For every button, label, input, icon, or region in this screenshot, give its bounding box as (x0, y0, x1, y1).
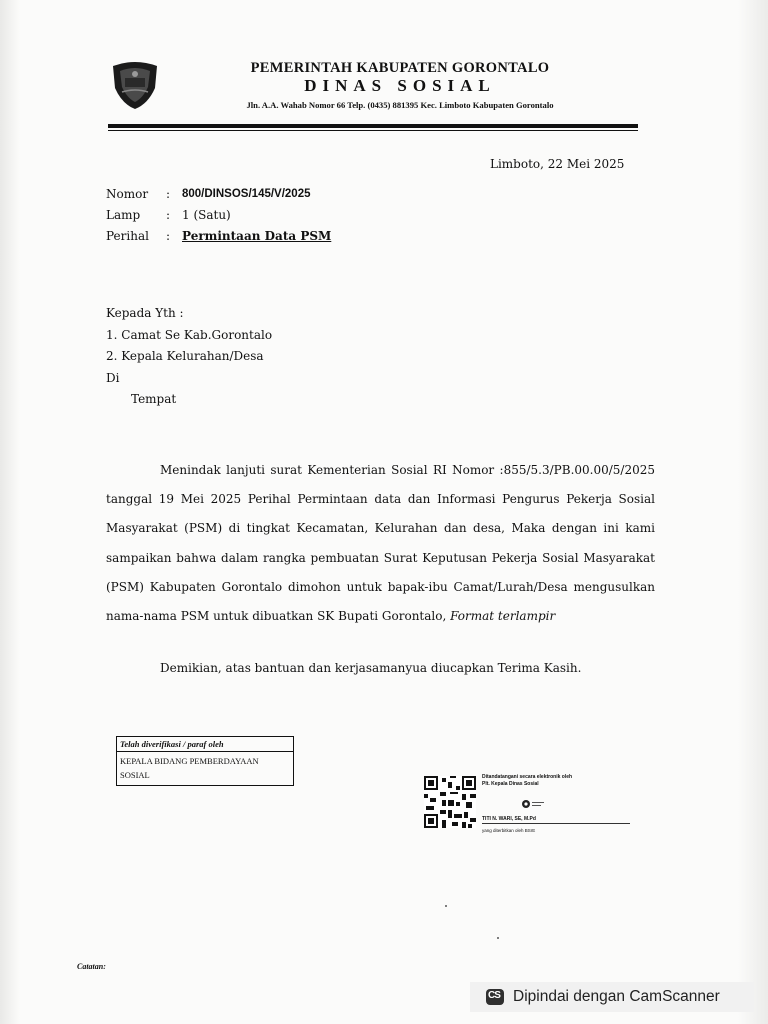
addressee-block (106, 303, 272, 411)
perihal-label: Perihal (106, 228, 149, 243)
addressee-item: 2. Kepala Kelurahan/Desa (106, 349, 264, 363)
esign-caption (482, 774, 572, 788)
scan-speck (497, 937, 499, 939)
colon: : (166, 228, 171, 243)
agency-name: DINAS SOSIAL (304, 76, 496, 95)
letterhead-rule-thin (108, 130, 638, 131)
closing-sentence: Demikian, atas bantuan dan kerjasamanyua diucapkan Terima Kasih. (160, 661, 582, 675)
camscanner-logo-icon (486, 989, 504, 1005)
camscanner-logo-text: CS (488, 990, 500, 1001)
verification-body (117, 752, 293, 785)
paper-shadow-left (0, 0, 20, 1024)
addressee-greeting: Kepada Yth : (106, 306, 184, 320)
colon: : (166, 186, 171, 201)
signature-line (482, 823, 630, 824)
esign-caption-line: Ditandatangani secara elektronik oleh (482, 774, 573, 780)
meta-row-nomor (106, 183, 331, 204)
camscanner-watermark (470, 982, 754, 1012)
esign-issuer: yang diterbitkan oleh BSrE (482, 828, 536, 833)
letterhead (170, 60, 630, 110)
addressee-di: Di (106, 370, 120, 385)
letter-meta (106, 183, 331, 246)
verification-header: Telah diverifikasi / paraf oleh (117, 737, 293, 752)
meta-row-lamp (106, 204, 331, 225)
meta-row-perihal (106, 225, 331, 246)
bsre-logo-icon (521, 799, 545, 809)
addressee-item: 1. Camat Se Kab.Gorontalo (106, 327, 273, 342)
letter-body (106, 456, 655, 631)
body-paragraph (106, 456, 655, 631)
body-paragraph-italic: Format terlampir (450, 609, 556, 624)
paper-shadow-right (738, 0, 768, 1024)
place-date: Limboto, 22 Mei 2025 (490, 157, 625, 171)
camscanner-text: Dipindai dengan CamScanner (513, 988, 720, 1005)
addressee-tempat: Tempat (131, 392, 177, 406)
regency-emblem-icon (108, 58, 162, 110)
agency-address: Jln. A.A. Wahab Nomor 66 Telp. (0435) 881395 Kec. Limboto Kabupaten Gorontalo (246, 100, 554, 110)
perihal-value: Permintaan Data PSM (182, 228, 332, 243)
nomor-label: Nomor (106, 186, 149, 201)
esign-caption-line: Plt. Kepala Dinas Sosial (482, 781, 539, 787)
lamp-value: 1 (Satu) (182, 207, 231, 222)
footer-note: Catatan: (77, 962, 106, 971)
government-name: PEMERINTAH KABUPATEN GORONTALO (250, 60, 550, 76)
body-paragraph-text: Menindak lanjuti surat Kementerian Sosial RI Nomor :855/5.3/PB.00.00/5/2025 tanggal 19 Mei 2025 Perihal Permintaan data dan Informasi Pengurus Pekerja Sosial Masyarakat (PSM) di tingkat Kecamatan, Kelurahan dan desa, Maka dengan ini kami sampaikan bahwa dalam rangka pembuatan Surat Keputusan Pekerja Sosial Masyarakat (PSM) Kabupaten Gorontalo dimohon untuk bapak-ibu Camat/Lurah/Desa mengusulkan nama-nama PSM untuk dibuatkan SK Bupati Gorontalo, (106, 463, 655, 624)
verification-line: SOSIAL (120, 770, 150, 780)
verification-line: KEPALA BIDANG PEMBERDAYAAN (120, 756, 259, 766)
qr-code-icon (424, 776, 476, 828)
scan-speck (445, 905, 447, 907)
letterhead-rule-thick (108, 124, 638, 128)
nomor-value: 800/DINSOS/145/V/2025 (182, 187, 311, 200)
colon: : (166, 207, 171, 222)
lamp-label: Lamp (106, 207, 141, 222)
verification-box (116, 736, 294, 786)
signer-name: TITI N. WARI, SE, M.Pd (482, 816, 536, 822)
